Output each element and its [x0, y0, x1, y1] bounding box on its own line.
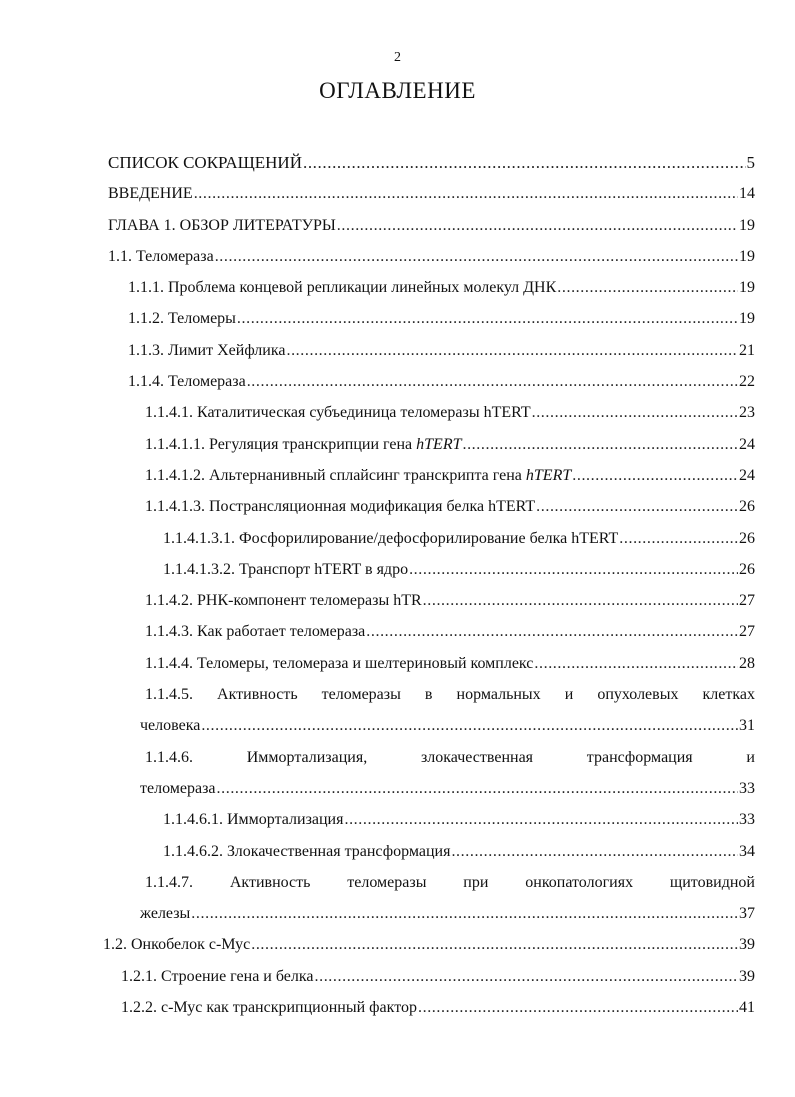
toc-label: 1.1.4.4. Теломеры, теломераза и шелтериновый комплекс [145, 654, 534, 672]
toc-label: 1.1.4.1.3.2. Транспорт hTERT в ядро [163, 560, 409, 578]
toc-label: 1.1.4.1. Каталитическая субъединица теломеразы hTERT [145, 404, 531, 422]
toc-leader [534, 648, 738, 679]
toc-word: злокачественная [420, 748, 534, 766]
toc-leader [215, 241, 738, 272]
gene-name: hTERT [525, 466, 572, 484]
toc-word: при [463, 873, 489, 891]
toc-page: 5 [746, 153, 755, 172]
gene-name: hTERT [416, 435, 462, 453]
toc-entry-1-1-4-7-cont[interactable] [0, 898, 795, 929]
toc-leader [315, 961, 739, 992]
toc-leader [532, 397, 738, 428]
toc-leader [462, 429, 738, 460]
toc-label: 1.1.2. Теломеры [128, 310, 236, 328]
toc-entry-1-1-4-5-cont[interactable] [0, 710, 795, 741]
toc-page: 14 [739, 185, 755, 203]
toc-page: 19 [739, 216, 755, 234]
toc-entry-1-1[interactable] [0, 241, 795, 272]
toc-word: нормальных [456, 686, 541, 704]
toc-page: 21 [739, 341, 755, 359]
toc-entry-1-1-4-1[interactable] [0, 397, 795, 428]
toc-entry-1-1-4-4[interactable] [0, 648, 795, 679]
toc-leader [251, 929, 738, 960]
toc-label: 1.1. Теломераза [108, 247, 214, 265]
toc-label: теломераза [140, 779, 216, 797]
toc-leader [201, 710, 738, 741]
toc-word: трансформация [586, 748, 693, 766]
toc-entry-1-1-4-6-1[interactable] [0, 804, 795, 835]
toc-entry-1-1-4-6-cont[interactable] [0, 773, 795, 804]
toc-page: 28 [739, 654, 755, 672]
toc-entry-1-1-4-5[interactable] [0, 679, 795, 710]
toc-label: 1.1.1. Проблема концевой репликации линейных молекул ДНК [128, 279, 557, 297]
page-title: ОГЛАВЛЕНИЕ [319, 78, 476, 103]
toc-page: 33 [739, 779, 755, 797]
toc-entry-1-2-2[interactable] [0, 992, 795, 1023]
toc-label: 1.2.2. с-Мус как транскрипционный фактор [121, 999, 417, 1017]
toc-label: 1.1.4.3. Как работает теломераза [145, 623, 366, 641]
toc-word: опухолевых [597, 686, 679, 704]
toc-entry-1-2-1[interactable] [0, 961, 795, 992]
toc-word: 1.1.4.6. [145, 748, 193, 766]
toc-leader [451, 836, 738, 867]
toc-leader [194, 178, 738, 209]
toc-word: в [424, 686, 433, 704]
toc-label: 1.1.3. Лимит Хейфлика [128, 341, 286, 359]
toc-leader [247, 366, 738, 397]
toc-page: 39 [739, 967, 755, 985]
toc-leader [303, 147, 746, 178]
toc-word: и [564, 686, 574, 704]
toc-entry-1-1-4-2[interactable] [0, 585, 795, 616]
toc-label: 1.1.4. Теломераза [128, 373, 246, 391]
toc-page: 19 [739, 279, 755, 297]
toc-page: 26 [739, 560, 755, 578]
toc-entry-1-1-4-1-3[interactable] [0, 491, 795, 522]
toc-leader [572, 460, 738, 491]
toc-label: ГЛАВА 1. ОБЗОР ЛИТЕРАТУРЫ [108, 216, 336, 234]
toc-word: Активность [217, 686, 298, 704]
toc-word: онкопатологиях [525, 873, 634, 891]
toc-label: 1.1.4.1.3. Пострансляционная модификация белка hTERT [145, 498, 536, 516]
toc-word: и [746, 748, 755, 766]
toc-label: 1.1.4.1.3.1. Фосфорилирование/дефосфорилирование белка hTERT [163, 529, 619, 547]
toc-entry-1-1-3[interactable] [0, 335, 795, 366]
toc-leader [344, 804, 738, 835]
toc-word: щитовидной [669, 873, 755, 891]
toc-leader [286, 335, 738, 366]
toc-leader [191, 898, 738, 929]
toc-leader [557, 272, 738, 303]
toc-entry-abbreviations[interactable] [0, 147, 795, 178]
toc-page: 19 [739, 310, 755, 328]
toc-entry-1-1-4-6[interactable] [0, 742, 795, 773]
toc-leader [536, 491, 738, 522]
toc-entry-1-1-4-1-2[interactable] [0, 460, 795, 491]
toc-label: 1.1.4.1.2. Альтернанивный сплайсинг транскрипта гена hTERT [145, 466, 572, 484]
toc-word: клетках [702, 686, 755, 704]
toc-label: 1.1.4.6.1. Иммортализация [163, 811, 344, 829]
toc-page: 26 [739, 498, 755, 516]
toc-entry-1-1-4-1-3-1[interactable] [0, 523, 795, 554]
toc-page: 26 [739, 529, 755, 547]
toc-entry-1-1-4-1-1[interactable] [0, 429, 795, 460]
toc-entry-1-2[interactable] [0, 929, 795, 960]
toc-entry-chapter-1[interactable] [0, 210, 795, 241]
toc-entry-1-1-4-7[interactable] [0, 867, 795, 898]
toc-page: 23 [739, 404, 755, 422]
toc-label: 1.1.4.2. РНК-компонент теломеразы hTR [145, 592, 422, 610]
table-of-contents [0, 147, 795, 1023]
toc-word: теломеразы [347, 873, 427, 891]
toc-leader [217, 773, 738, 804]
toc-entry-1-1-4-3[interactable] [0, 616, 795, 647]
toc-leader [237, 303, 738, 334]
toc-label: СПИСОК СОКРАЩЕНИЙ [108, 153, 302, 172]
toc-page: 27 [739, 592, 755, 610]
toc-leader [366, 616, 738, 647]
toc-label: 1.1.4.6.2. Злокачественная трансформация [163, 842, 451, 860]
toc-label: 1.2.1. Строение гена и белка [121, 967, 314, 985]
toc-page: 34 [739, 842, 755, 860]
toc-entry-1-1-4-6-2[interactable] [0, 836, 795, 867]
toc-label: 1.2. Онкобелок с-Мус [103, 936, 251, 954]
toc-page: 27 [739, 623, 755, 641]
toc-page: 19 [739, 247, 755, 265]
page-number: 2 [394, 50, 401, 65]
toc-leader [619, 523, 738, 554]
toc-word: Иммортализация, [246, 748, 368, 766]
toc-word: 1.1.4.5. [145, 686, 193, 704]
toc-page: 24 [739, 435, 755, 453]
toc-page: 31 [739, 717, 755, 735]
toc-entry-introduction[interactable] [0, 178, 795, 209]
toc-word: Активность [229, 873, 311, 891]
toc-entry-1-1-2[interactable] [0, 303, 795, 334]
toc-page: 24 [739, 466, 755, 484]
toc-leader [423, 585, 738, 616]
toc-page: 39 [739, 936, 755, 954]
toc-page: 37 [739, 905, 755, 923]
toc-leader [409, 554, 738, 585]
toc-leader [418, 992, 738, 1023]
toc-entry-1-1-4-1-3-2[interactable] [0, 554, 795, 585]
toc-label: человека [140, 717, 201, 735]
toc-entry-1-1-4[interactable] [0, 366, 795, 397]
toc-label: 1.1.4.1.1. Регуляция транскрипции гена hTERT [145, 435, 462, 453]
toc-page: 41 [739, 999, 755, 1017]
toc-leader [337, 210, 738, 241]
toc-label: железы [140, 905, 191, 923]
toc-word: 1.1.4.7. [145, 873, 193, 891]
toc-page: 22 [739, 373, 755, 391]
toc-entry-1-1-1[interactable] [0, 272, 795, 303]
toc-page: 33 [739, 811, 755, 829]
toc-word: теломеразы [321, 686, 401, 704]
toc-label: ВВЕДЕНИЕ [108, 185, 193, 203]
